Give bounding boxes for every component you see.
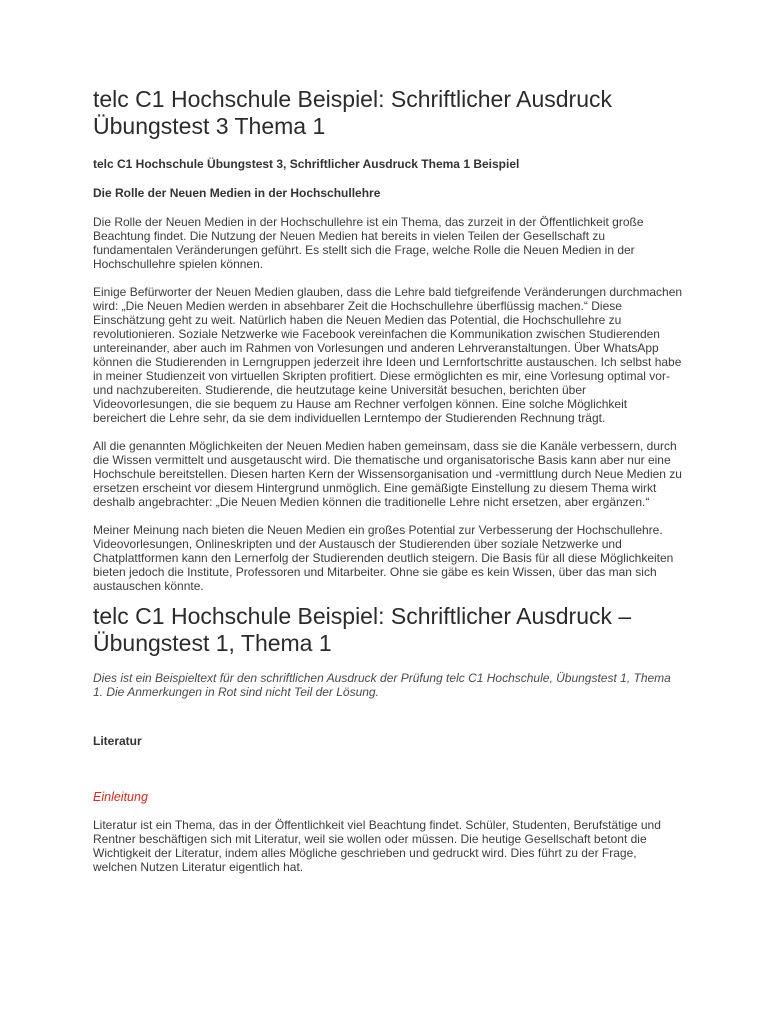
second-article-intro: Dies ist ein Beispieltext für den schriftlichen Ausdruck der Prüfung telc C1 Hochschule, Übungstest 1, Thema 1. Die Anmerkungen in Rot sind nicht Teil der Lösung. — [93, 671, 671, 699]
essay-heading: Die Rolle der Neuen Medien in der Hochschullehre — [93, 186, 381, 200]
second-article-title: telc C1 Hochschule Beispiel: Schriftlicher Ausdruck – Übungstest 1, Thema 1 — [93, 603, 632, 656]
annotation-label: Einleitung — [93, 790, 148, 804]
document-page — [93, 86, 683, 874]
essay-paragraph-1: Die Rolle der Neuen Medien in der Hochschullehre ist ein Thema, das zurzeit in der Öffentlichkeit große Beachtung findet. Die Nutzung der Neuen Medien hat bereits in vielen Teilen der Gesellschaft zu fundamentalen Veränderungen geführt. Es stellt sich die Frage, welche Rolle die Neuen Medien in der Hochschullehre spielen können. — [93, 215, 644, 271]
article-title: telc C1 Hochschule Beispiel: Schriftlicher Ausdruck Übungstest 3 Thema 1 — [93, 86, 613, 139]
second-essay-heading: Literatur — [93, 734, 142, 748]
second-essay-paragraph: Literatur ist ein Thema, das in der Öffentlichkeit viel Beachtung findet. Schüler, Studenten, Berufstätige und Rentner beschäftigen sich mit Literatur, weil sie wollen oder müssen. Die heutige Gesellschaft betont die Wichtigkeit der Literatur, indem alles Mögliche geschrieben und gedruckt wird. Dies führt zu der Frage, welchen Nutzen Literatur eigentlich hat. — [93, 818, 661, 874]
article-subtitle: telc C1 Hochschule Übungstest 3, Schriftlicher Ausdruck Thema 1 Beispiel — [93, 157, 520, 171]
essay-paragraph-4: Meiner Meinung nach bieten die Neuen Medien ein großes Potential zur Verbesserung der Hochschullehre. Videovorlesungen, Onlineskripten und der Austausch der Studierenden über soziale Netzwerke und Chatplattformen kann den Lernerfolg der Studierenden deutlich steigern. Die Basis für all diese Möglichkeiten bieten jedoch die Institute, Professoren und Mitarbeiter. Ohne sie gäbe es kein Wissen, über das man sich austauschen könnte. — [93, 523, 674, 593]
essay-paragraph-3: All die genannten Möglichkeiten der Neuen Medien haben gemeinsam, dass sie die Kanäle verbessern, durch die Wissen vermittelt und ausgetauscht wird. Die thematische und organisatorische Basis kann aber nur eine Hochschule bereitstellen. Diesen harten Kern der Wissensorganisation und -vermittlung durch Neue Medien zu ersetzen erscheint vor diesem Hintergrund unmöglich. Eine gemäßigte Einstellung zu diesem Thema wirkt deshalb angebrachter: „Die Neuen Medien können die traditionelle Lehre nicht ersetzen, aber ergänzen.“ — [93, 439, 682, 509]
essay-paragraph-2: Einige Befürworter der Neuen Medien glauben, dass die Lehre bald tiefgreifende Veränderungen durchmachen wird: „Die Neuen Medien werden in absehbarer Zeit die Hochschullehre überflüssig machen.“ Diese Einschätzung geht zu weit. Natürlich haben die Neuen Medien das Potential, die Hochschullehre zu revolutionieren. Soziale Netzwerke wie Facebook vereinfachen die Kommunikation zwischen Studierenden untereinander, aber auch im Rahmen von Vorlesungen und anderen Lehrveranstaltungen. Über WhatsApp können die Studierenden in Lerngruppen jederzeit ihre Ideen und Lernfortschritte austauschen. Ich selbst habe in meiner Studienzeit von virtuellen Skripten profitiert. Diese ermöglichten es mir, eine Vorlesung optimal vor- und nachzubereiten. Studierende, die heutzutage keine Universität besuchen, berichten über Videovorlesungen, die sie bequem zu Hause am Rechner verfolgen können. Eine solche Möglichkeit bereichert die Lehre sehr, da sie dem individuellen Lerntempo der Studierenden Rechnung trägt. — [93, 285, 683, 425]
